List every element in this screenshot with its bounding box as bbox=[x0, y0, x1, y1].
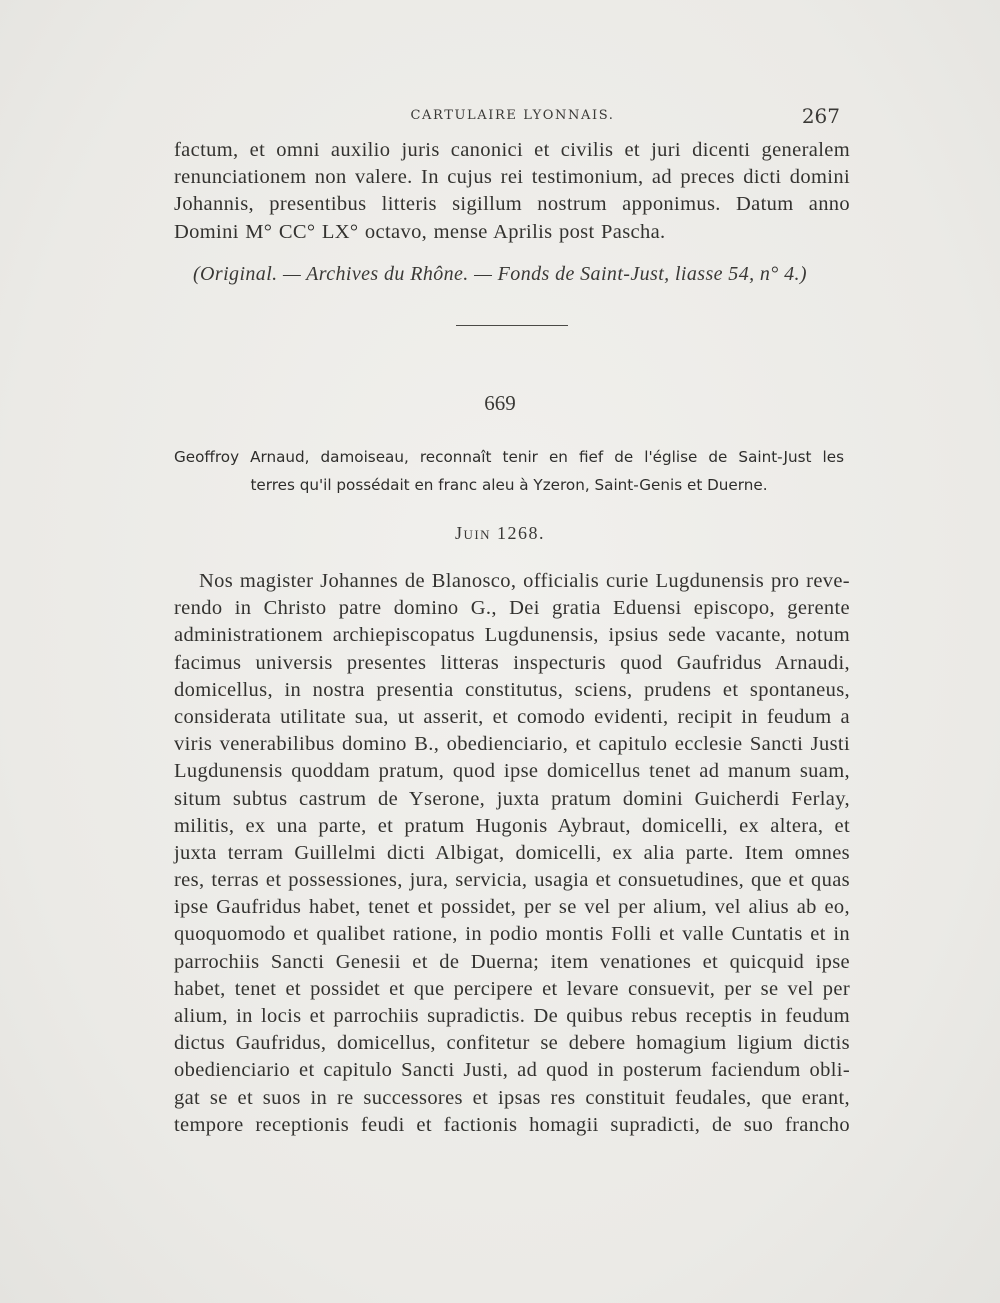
text-line: militis, ex una parte, et pratum Hugonis Aybraut, domicelli, ex altera, et bbox=[174, 814, 850, 837]
page-number: 267 bbox=[801, 104, 840, 128]
text-line: quoquomodo et qualibet ratione, in podio montis Folli et valle Cuntatis et in bbox=[174, 923, 850, 946]
text-line: considerata utilitate sua, ut asserit, et comodo evidenti, recipit in feudum a bbox=[174, 705, 850, 728]
date-text: Juin 1268. bbox=[454, 523, 546, 543]
text-line: factum, et omni auxilio juris canonici et civilis et juri dicenti generalem bbox=[174, 139, 850, 161]
document-text bbox=[174, 568, 850, 1139]
source-note: (Original. — Archives du Rhône. — Fonds de Saint-Just, liasse 54, n° 4.) bbox=[193, 263, 807, 285]
text-line: ipse Gaufridus habet, tenet et possidet, per se vel per alium, vel alius ab eo, bbox=[174, 896, 850, 919]
document-summary bbox=[174, 443, 844, 499]
document-number: 669 bbox=[484, 391, 516, 415]
text-line: tempore receptionis feudi et factionis homagii supradicti, de suo francho bbox=[174, 1113, 850, 1136]
text-line: Lugdunensis quoddam pratum, quod ipse domicellus tenet ad manum suam, bbox=[174, 760, 850, 783]
page-header bbox=[175, 104, 850, 130]
text-line: dictus Gaufridus, domicellus, confitetur se debere homagium ligium dictis bbox=[174, 1032, 850, 1055]
text-line: Nos magister Johannes de Blanosco, officialis curie Lugdunensis pro reve- bbox=[199, 570, 850, 592]
document-date bbox=[0, 523, 1000, 544]
text-line: habet, tenet et possidet et que percipere et levare consuevit, per se vel per bbox=[174, 977, 850, 1000]
continuation-paragraph bbox=[174, 137, 850, 246]
text-line: alium, in locis et parrochiis supradictis. De quibus rebus receptis in feudum bbox=[174, 1005, 850, 1027]
text-line: res, terras et possessiones, jura, servicia, usagia et consuetudines, que et quas bbox=[174, 869, 850, 892]
text-line: rendo in Christo patre domino G., Dei gratia Eduensi episcopo, gerente bbox=[174, 597, 850, 620]
text-line: obedienciario et capitulo Sancti Justi, ad quod in posterum faciendum obli- bbox=[174, 1059, 850, 1082]
text-line: gat se et suos in re successores et ipsas res constituit feudales, que erant, bbox=[174, 1086, 850, 1109]
running-title: CARTULAIRE LYONNAIS. bbox=[410, 108, 615, 123]
section-divider bbox=[456, 325, 568, 326]
text-line: domicellus, in nostra presentia constitutus, sciens, prudens et spontaneus, bbox=[174, 678, 850, 701]
text-line: parrochiis Sancti Genesii et de Duerna; item venationes et quicquid ipse bbox=[174, 950, 850, 973]
text-line: facimus universis presentes litteras inspecturis quod Gaufridus Arnaudi, bbox=[174, 651, 850, 674]
text-line: Domini M° CC° LX° octavo, mense Aprilis post Pascha. bbox=[174, 220, 666, 243]
summary-line: Geoffroy Arnaud, damoiseau, reconnaît tenir en fief de l'église de Saint-Just les bbox=[174, 448, 844, 466]
text-line: viris venerabilibus domino B., obedienciario, et capitulo ecclesie Sancti Justi bbox=[174, 733, 850, 756]
text-line: renunciationem non valere. In cujus rei testimonium, ad preces dicti domini bbox=[174, 166, 850, 189]
text-line: administrationem archiepiscopatus Lugdunensis, ipsius sede vacante, notum bbox=[174, 624, 850, 647]
text-line: Johannis, presentibus litteris sigillum nostrum apponimus. Datum anno bbox=[174, 193, 850, 216]
text-line: situm subtus castrum de Yserone, juxta pratum domini Guicherdi Ferlay, bbox=[174, 787, 850, 810]
text-line: juxta terram Guillelmi dicti Albigat, domicelli, ex alia parte. Item omnes bbox=[174, 841, 850, 864]
summary-line: terres qu'il possédait en franc aleu à Yzeron, Saint-Genis et Duerne. bbox=[250, 476, 768, 494]
